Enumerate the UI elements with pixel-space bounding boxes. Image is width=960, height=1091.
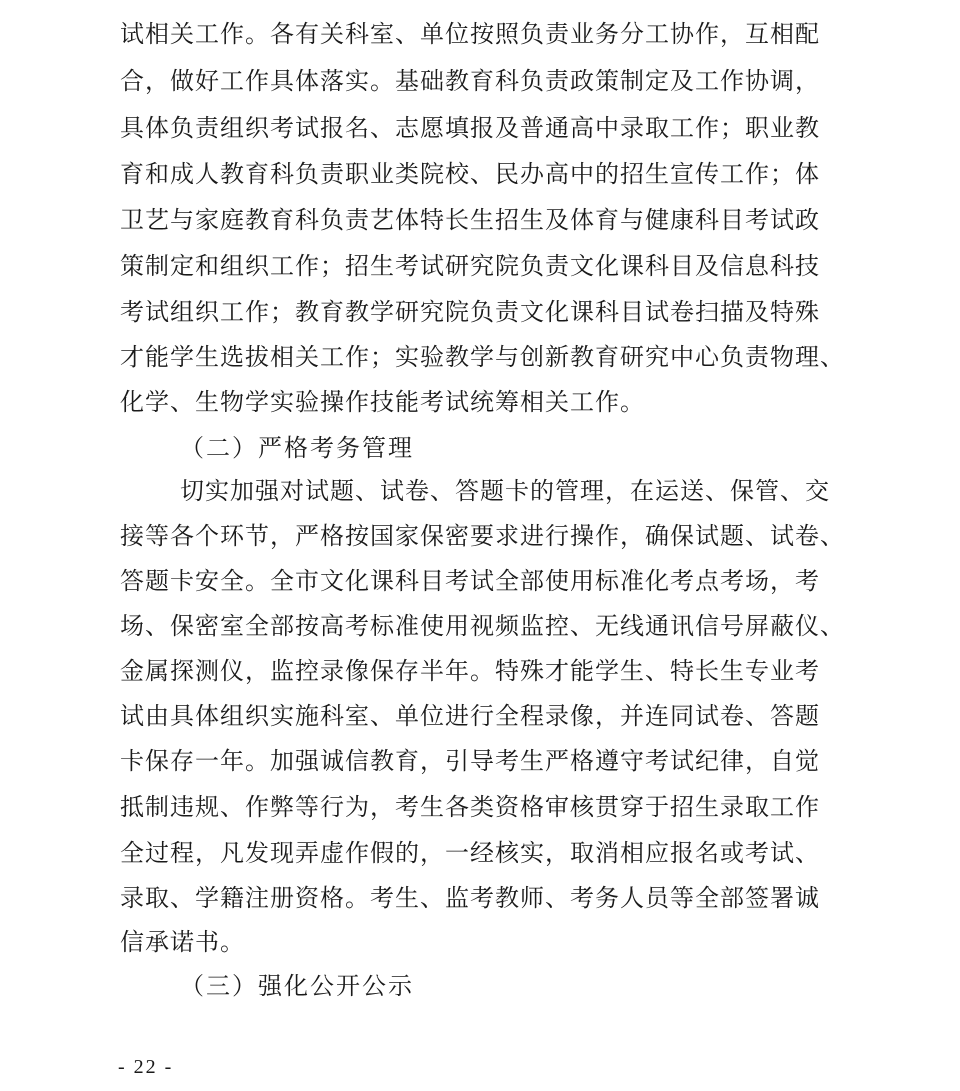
body-text-line: 金属探测仪，监控录像保存半年。特殊才能学生、特长生专业考: [120, 657, 820, 685]
page-number: - 22 -: [118, 1056, 174, 1078]
body-text-line: 抵制违规、作弊等行为，考生各类资格审核贯穿于招生录取工作: [120, 793, 820, 821]
body-text-line: 场、保密室全部按高考标准使用视频监控、无线通讯信号屏蔽仪、: [120, 612, 845, 640]
body-text-line: 答题卡安全。全市文化课科目考试全部使用标准化考点考场，考: [120, 567, 820, 595]
body-text-line: 卡保存一年。加强诚信教育，引导考生严格遵守考试纪律，自觉: [120, 747, 820, 775]
body-text-line: 录取、学籍注册资格。考生、监考教师、考务人员等全部签署诚: [120, 884, 820, 912]
body-text-line: 考试组织工作；教育教学研究院负责文化课科目试卷扫描及特殊: [120, 298, 820, 326]
body-text-line: 信承诺书。: [120, 928, 245, 956]
body-text-line: 全过程，凡发现弄虚作假的，一经核实，取消相应报名或考试、: [120, 839, 820, 867]
body-text-line: 切实加强对试题、试卷、答题卡的管理，在运送、保管、交: [180, 477, 830, 505]
body-text-line: 化学、生物学实验操作技能考试统筹相关工作。: [120, 388, 645, 416]
body-text-line: 试相关工作。各有关科室、单位按照负责业务分工协作，互相配: [120, 20, 820, 48]
body-text-line: 育和成人教育科负责职业类院校、民办高中的招生宣传工作；体: [120, 160, 820, 188]
body-text-line: 合，做好工作具体落实。基础教育科负责政策制定及工作协调，: [120, 67, 820, 95]
section-heading: （二）严格考务管理: [180, 434, 414, 462]
body-text-line: 具体负责组织考试报名、志愿填报及普通高中录取工作；职业教: [120, 114, 820, 142]
body-text-line: 才能学生选拔相关工作；实验教学与创新教育研究中心负责物理、: [120, 343, 845, 371]
body-text-line: 接等各个环节，严格按国家保密要求进行操作，确保试题、试卷、: [120, 522, 845, 550]
body-text-line: 策制定和组织工作；招生考试研究院负责文化课科目及信息科技: [120, 252, 820, 280]
section-heading: （三）强化公开公示: [180, 972, 414, 1000]
body-text-line: 卫艺与家庭教育科负责艺体特长生招生及体育与健康科目考试政: [120, 206, 820, 234]
body-text-line: 试由具体组织实施科室、单位进行全程录像，并连同试卷、答题: [120, 702, 820, 730]
